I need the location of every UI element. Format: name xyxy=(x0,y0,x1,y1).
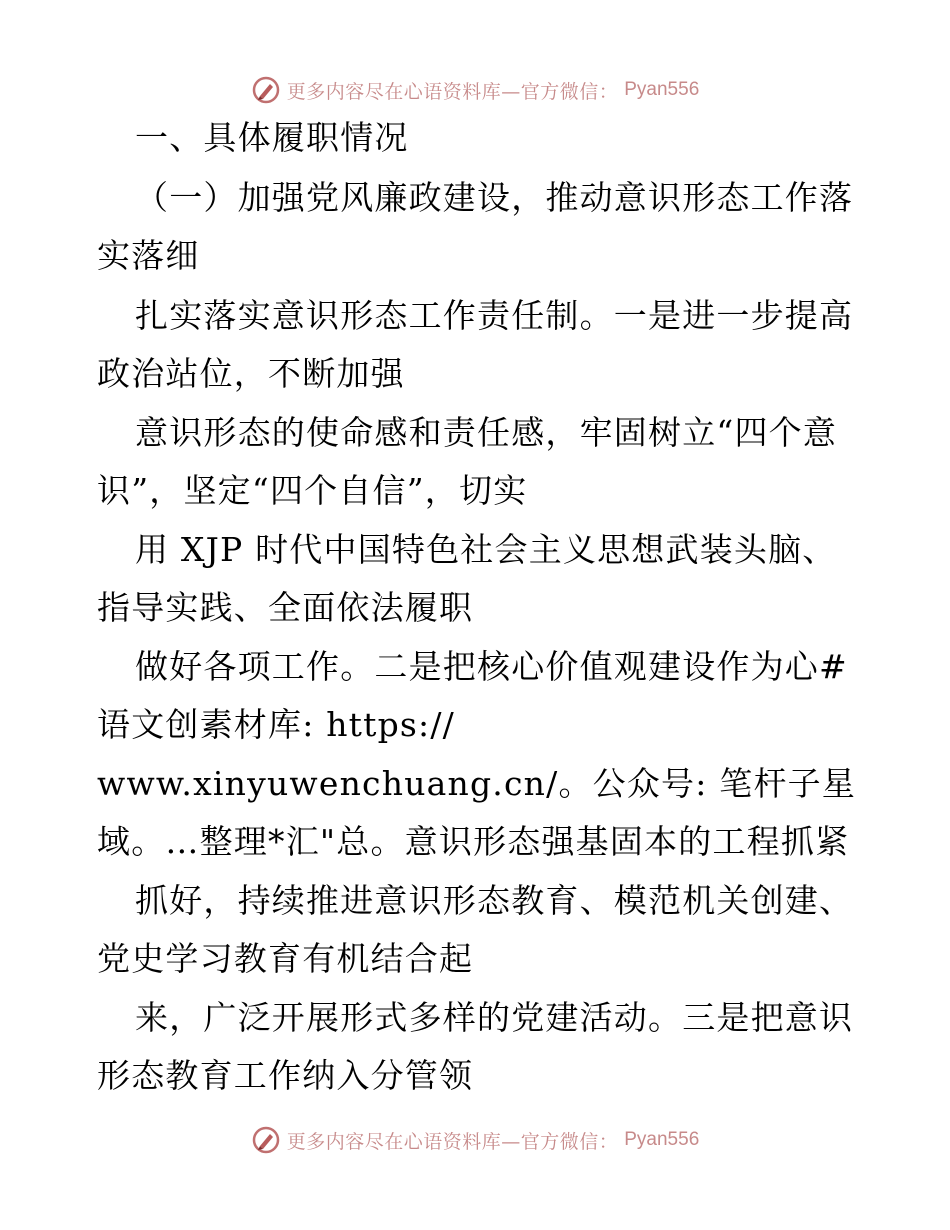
paragraph-line: 扎实落实意识形态工作责任制。一是进一步提高 xyxy=(135,296,854,335)
pen-logo-icon xyxy=(251,1125,281,1155)
footer-watermark-text: 更多内容尽在心语资料库—官方微信： xyxy=(286,1130,619,1153)
header-watermark-handle: Pyan556 xyxy=(624,79,700,100)
pen-logo-icon xyxy=(251,75,281,105)
footer-watermark-banner xyxy=(0,1118,950,1162)
paragraph-line: 抓好，持续推进意识形态教育、模范机关创建、 xyxy=(135,881,854,920)
paragraph-line: 党史学习教育有机结合起 xyxy=(97,939,474,978)
header-watermark-text: 更多内容尽在心语资料库—官方微信： xyxy=(286,80,619,103)
paragraph-line: 形态教育工作纳入分管领 xyxy=(97,1056,474,1095)
header-watermark-banner xyxy=(0,68,950,112)
paragraph-line: 来，广泛开展形式多样的党建活动。三是把意识 xyxy=(135,998,854,1037)
paragraph-line: 意识形态的使命感和责任感，牢固树立“四个意 xyxy=(135,413,838,452)
paragraph-line: 做好各项工作。二是把核心价值观建设作为心# xyxy=(135,647,848,686)
paragraph-line: 语文创素材库: https:// xyxy=(97,705,455,744)
paragraph-line: 指导实践、全面依法履职 xyxy=(97,588,474,627)
paragraph-line: 识”，坚定“四个自信”，切实 xyxy=(97,471,528,510)
paragraph-line: 域。…整理*汇"总。意识形态强基固本的工程抓紧 xyxy=(97,822,850,861)
footer-watermark-handle: Pyan556 xyxy=(624,1129,700,1150)
section-heading: 一、具体履职情况 xyxy=(135,118,409,157)
paragraph-line: 用 XJP 时代中国特色社会主义思想武装头脑、 xyxy=(135,530,837,569)
subsection-heading: （一）加强党风廉政建设，推动意识形态工作落 xyxy=(135,178,854,217)
paragraph-line: 政治站位，不断加强 xyxy=(97,354,405,393)
subsection-heading-continued: 实落细 xyxy=(97,236,200,275)
paragraph-line: www.xinyuwenchuang.cn/。公众号: 笔杆子星 xyxy=(97,764,857,803)
